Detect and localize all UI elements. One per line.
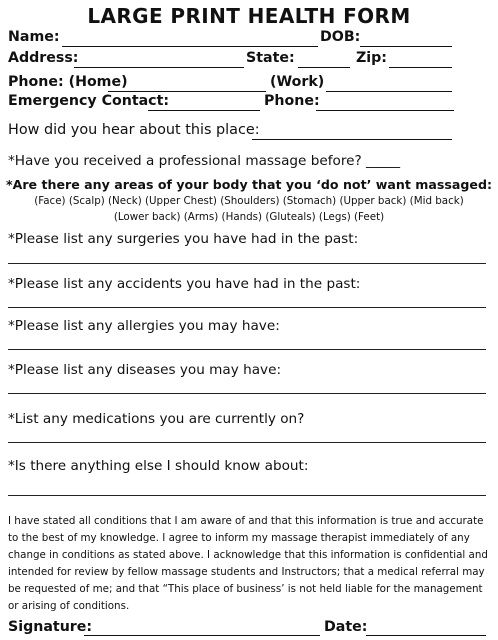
emergency-phone-label: Phone: bbox=[264, 93, 320, 109]
state-field[interactable] bbox=[298, 67, 350, 68]
areas-list-line2: (Lower back) (Arms) (Hands) (Gluteals) (Legs) (Feet) bbox=[113, 211, 385, 223]
phone-work-field[interactable] bbox=[326, 91, 452, 92]
name-field[interactable] bbox=[62, 46, 318, 47]
accidents-answer-line[interactable] bbox=[8, 307, 486, 308]
date-label: Date: bbox=[324, 619, 368, 635]
phone-home-field[interactable] bbox=[108, 91, 266, 92]
zip-field[interactable] bbox=[389, 67, 452, 68]
surgeries-question: *Please list any surgeries you have had in the past: bbox=[8, 231, 359, 247]
surgeries-answer-line[interactable] bbox=[8, 263, 486, 264]
dob-field[interactable] bbox=[360, 46, 452, 47]
phone-home-label: Phone: (Home) bbox=[8, 74, 128, 90]
date-field[interactable] bbox=[366, 635, 486, 636]
areas-list-line1: (Face) (Scalp) (Neck) (Upper Chest) (Shoulders) (Stomach) (Upper back) (Mid back) bbox=[34, 195, 464, 207]
massage-before-question: *Have you received a professional massage before? _____ bbox=[8, 153, 400, 169]
zip-label: Zip: bbox=[356, 50, 387, 66]
signature-field[interactable] bbox=[84, 635, 320, 636]
accidents-question: *Please list any accidents you have had in the past: bbox=[8, 276, 361, 292]
heard-about-field[interactable] bbox=[252, 139, 452, 140]
emergency-phone-field[interactable] bbox=[316, 110, 454, 111]
phone-work-label: (Work) bbox=[270, 74, 325, 90]
address-label: Address: bbox=[8, 50, 79, 66]
allergies-question: *Please list any allergies you may have: bbox=[8, 318, 280, 334]
consent-statement: I have stated all conditions that I am aware of and that this information is true and accurate to the best of my knowledge. I agree to inform my massage therapist immediately of any change in conditions as stated above. I acknowledge that this information is confidential and intended for review by fellow massage students and Instructors; that a medical referral may be requested of me; and that “This place of business’ is not held liable for the management or arising of conditions. bbox=[8, 515, 488, 613]
emergency-contact-field[interactable] bbox=[148, 110, 260, 111]
dob-label: DOB: bbox=[320, 29, 361, 45]
address-field[interactable] bbox=[74, 67, 244, 68]
areas-prompt: *Are there any areas of your body that you ‘do not’ want massaged: bbox=[6, 177, 492, 192]
state-label: State: bbox=[246, 50, 295, 66]
form-title: LARGE PRINT HEALTH FORM bbox=[87, 4, 411, 28]
anything-else-question: *Is there anything else I should know about: bbox=[8, 458, 309, 474]
medications-answer-line[interactable] bbox=[8, 442, 486, 443]
diseases-question: *Please list any diseases you may have: bbox=[8, 362, 282, 378]
allergies-answer-line[interactable] bbox=[8, 349, 486, 350]
anything-else-answer-line[interactable] bbox=[8, 495, 486, 496]
medications-question: *List any medications you are currently on? bbox=[8, 411, 305, 427]
diseases-answer-line[interactable] bbox=[8, 393, 486, 394]
emergency-contact-label: Emergency Contact: bbox=[8, 93, 170, 109]
signature-label: Signature: bbox=[8, 619, 93, 635]
heard-about-label: How did you hear about this place: bbox=[8, 122, 260, 138]
name-label: Name: bbox=[8, 29, 60, 45]
